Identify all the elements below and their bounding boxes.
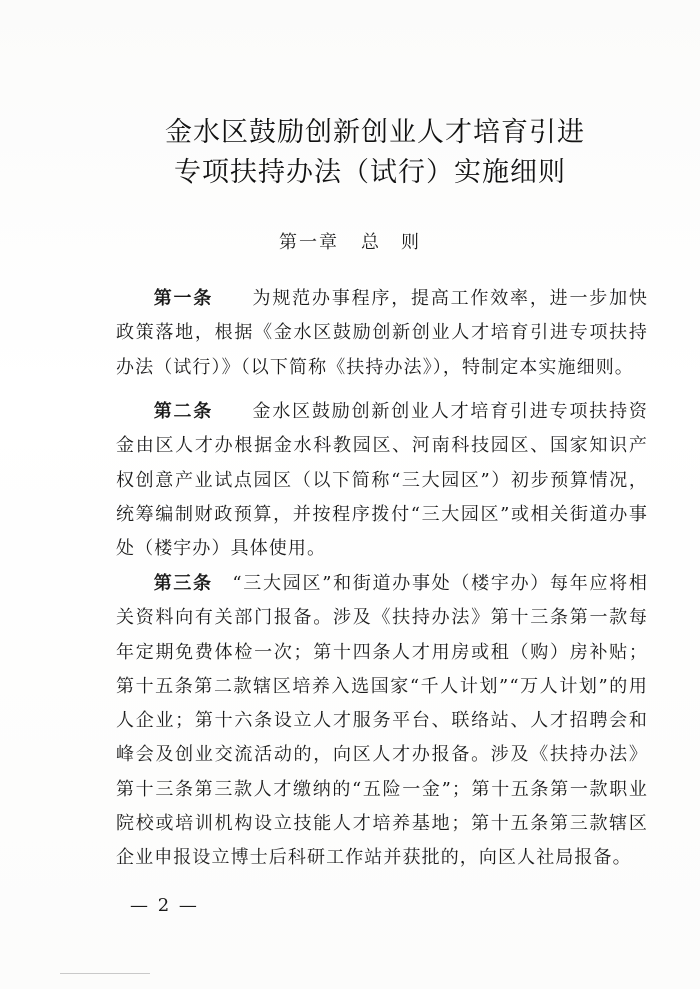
chapter-heading — [0, 228, 700, 254]
article-label: 第三条 — [153, 573, 213, 594]
document-title-line2: 专项扶持办法（试行）实施细则 — [174, 157, 566, 188]
scan-mark — [60, 973, 150, 974]
chapter-label: 第一章 — [279, 232, 339, 253]
article-text: 金水区鼓励创新创业人才培育引进专项扶持资金由区人才办根据金水科教园区、河南科技园区、国家知识产权创意产业试点园区（以下简称“三大园区”）初步预算情况，统筹编制财政预算，并按程序拨付“三大园区”或相关街道办事处（楼宇办）具体使用。 — [116, 401, 649, 560]
page-number: — 2 — — [130, 895, 199, 916]
chapter-name: 总 则 — [361, 232, 421, 253]
article-text: “三大园区”和街道办事处（楼宇办）每年应将相关资料向有关部门报备。涉及《扶持办法》第十三条第一款每年定期免费体检一次；第十四条人才用房或租（购）房补贴；第十五条第二款辖区培养入选国家“千人计划”“万人计划”的用人企业；第十六条设立人才服务平台、联络站、人才招聘会和峰会及创业交流活动的，向区人才办报备。涉及《扶持办法》第十三条第三款人才缴纳的“五险一金”；第十五条第一款职业院校或培训机构设立技能人才培养基地；第十五条第三款辖区企业申报设立博士后科研工作站并获批的，向区人社局报备。 — [116, 573, 648, 869]
article-text: 为规范办事程序，提高工作效率，进一步加快政策落地，根据《金水区鼓励创新创业人才培育引进专项扶持办法（试行）》（以下简称《扶持办法》），特制定本实施细则。 — [116, 288, 649, 378]
article-1 — [116, 282, 648, 385]
article-2 — [116, 395, 648, 566]
article-label: 第二条 — [153, 401, 213, 422]
document-title-line1: 金水区鼓励创新创业人才培育引进 — [165, 117, 585, 148]
article-label: 第一条 — [153, 288, 213, 309]
article-3 — [116, 567, 648, 876]
